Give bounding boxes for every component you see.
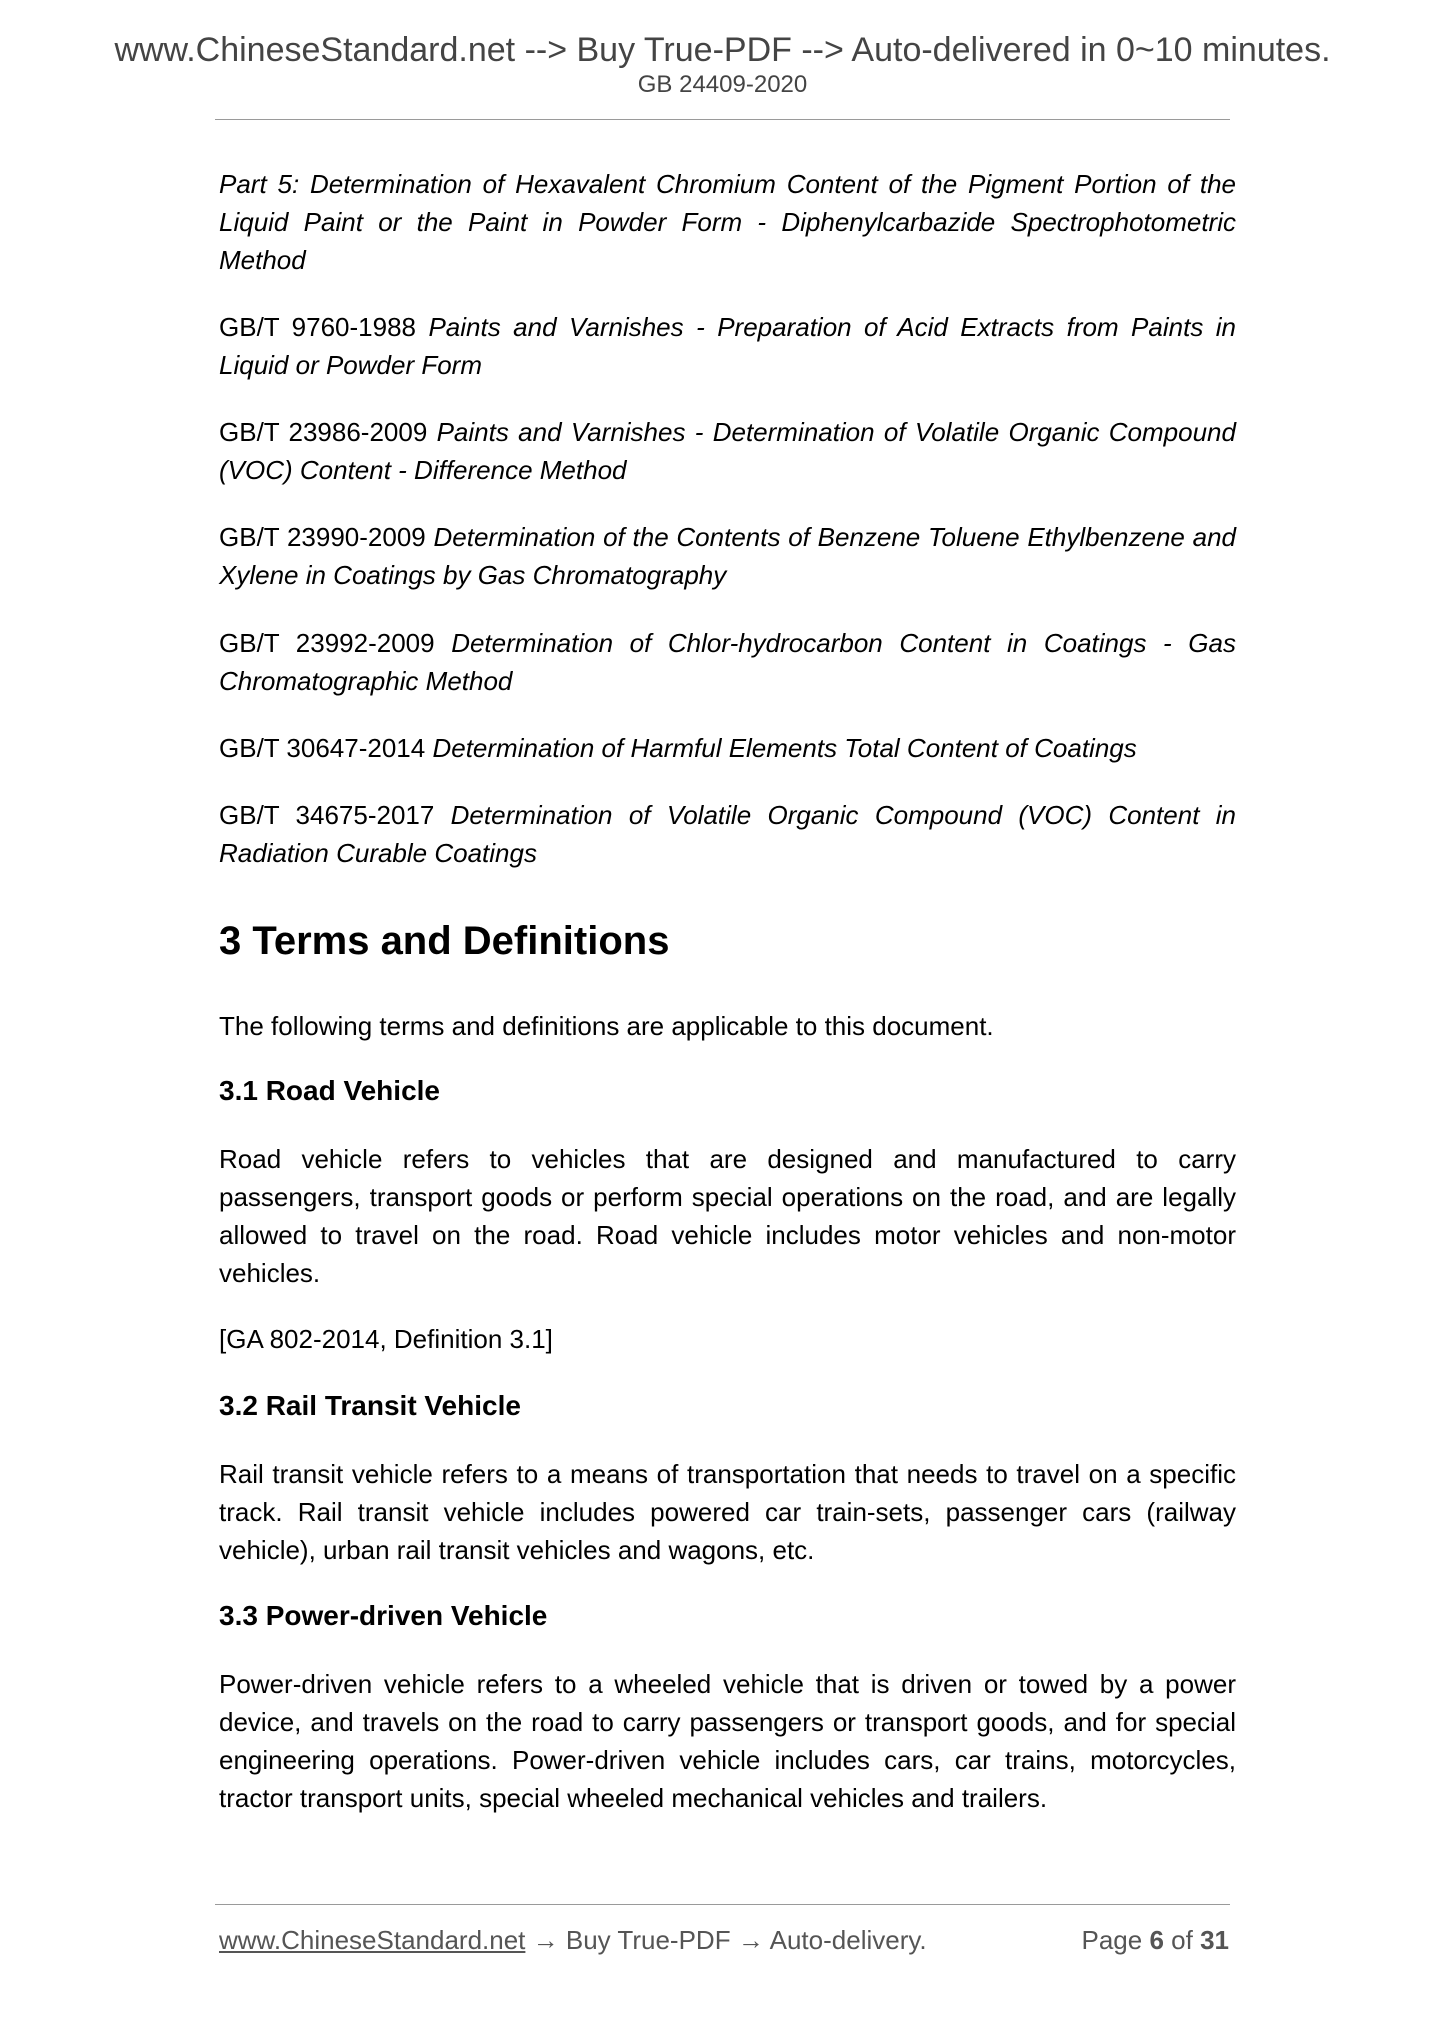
section-heading: 3 Terms and Definitions [219,919,670,963]
reference-title: Determination of Volatile Organic Compound (VOC) Content in Radiation Curable Coatings [219,800,1236,868]
term-definition: Road vehicle refers to vehicles that are designed and manufactured to carry passengers, transport goods or perform special operations on the road, and are legally allowed to travel on the road. Road vehicle includes motor vehicles and non-motor vehicles. [219,1144,1236,1288]
site-banner: www.ChineseStandard.net --> Buy True-PDF --> Auto-delivered in 0~10 minutes. [114,31,1331,69]
term-heading: 3.1 Road Vehicle [219,1075,440,1106]
reference-part5: Part 5: Determination of Hexavalent Chromium Content of the Pigment Portion of the Liquid Paint or the Paint in Powder Form - Diphenylcarbazide Spectrophotometric Method [219,169,1236,275]
footer-delivery-text: Auto-delivery. [769,1925,927,1955]
arrow-icon: → [737,1925,764,1955]
term-heading: 3.3 Power-driven Vehicle [219,1600,548,1631]
page-label: Page [1081,1925,1143,1955]
page-number [1081,1924,1229,1956]
standard-code: GB 24409-2020 [637,71,808,98]
reference-code: GB/T 30647-2014 [219,733,426,763]
reference-title: Determination of Chlor-hydrocarbon Content in Coatings - Gas Chromatographic Method [219,628,1236,696]
page-footer [219,1924,1229,1956]
reference-item [219,624,1236,700]
reference-title: Determination of the Contents of Benzene Toluene Ethylbenzene and Xylene in Coatings by Gas Chromatography [219,522,1236,590]
reference-code: GB/T 23986-2009 [219,417,428,447]
term-source: [GA 802-2014, Definition 3.1] [219,1324,553,1354]
arrow-icon: → [532,1925,559,1955]
reference-item [219,729,1236,767]
footer-buy-text: Buy True-PDF [565,1925,731,1955]
total-pages: 31 [1200,1925,1229,1955]
reference-title: Determination of Harmful Elements Total Content of Coatings [432,733,1137,763]
reference-item [219,518,1236,594]
section-intro: The following terms and definitions are applicable to this document. [219,1011,994,1041]
reference-title: Paints and Varnishes - Preparation of Acid Extracts from Paints in Liquid or Powder Form [219,312,1237,380]
term-definition: Power-driven vehicle refers to a wheeled vehicle that is driven or towed by a power device, and travels on the road to carry passengers or transport goods, and for special engineering operations. Power-driven vehicle includes cars, car trains, motorcycles, tractor transport units, special wheeled mechanical vehicles and trailers. [219,1669,1236,1813]
footer-divider [215,1904,1230,1905]
reference-code: GB/T 34675-2017 [219,800,435,830]
reference-code: GB/T 23990-2009 [219,522,426,552]
term-definition: Rail transit vehicle refers to a means of transportation that needs to travel on a specific track. Rail transit vehicle includes powered car train-sets, passenger cars (railway vehicle), urban rail transit vehicles and wagons, etc. [219,1459,1236,1565]
reference-item [219,308,1236,384]
reference-item [219,796,1236,872]
footer-site-link[interactable]: www.ChineseStandard.net [219,1925,526,1955]
reference-title: Paints and Varnishes - Determination of Volatile Organic Compound (VOC) Content - Difference Method [219,417,1236,485]
reference-code: GB/T 23992-2009 [219,628,435,658]
of-label: of [1171,1925,1193,1955]
current-page: 6 [1149,1925,1164,1955]
reference-code: GB/T 9760-1988 [219,312,416,342]
term-heading: 3.2 Rail Transit Vehicle [219,1390,521,1421]
reference-item [219,413,1236,489]
